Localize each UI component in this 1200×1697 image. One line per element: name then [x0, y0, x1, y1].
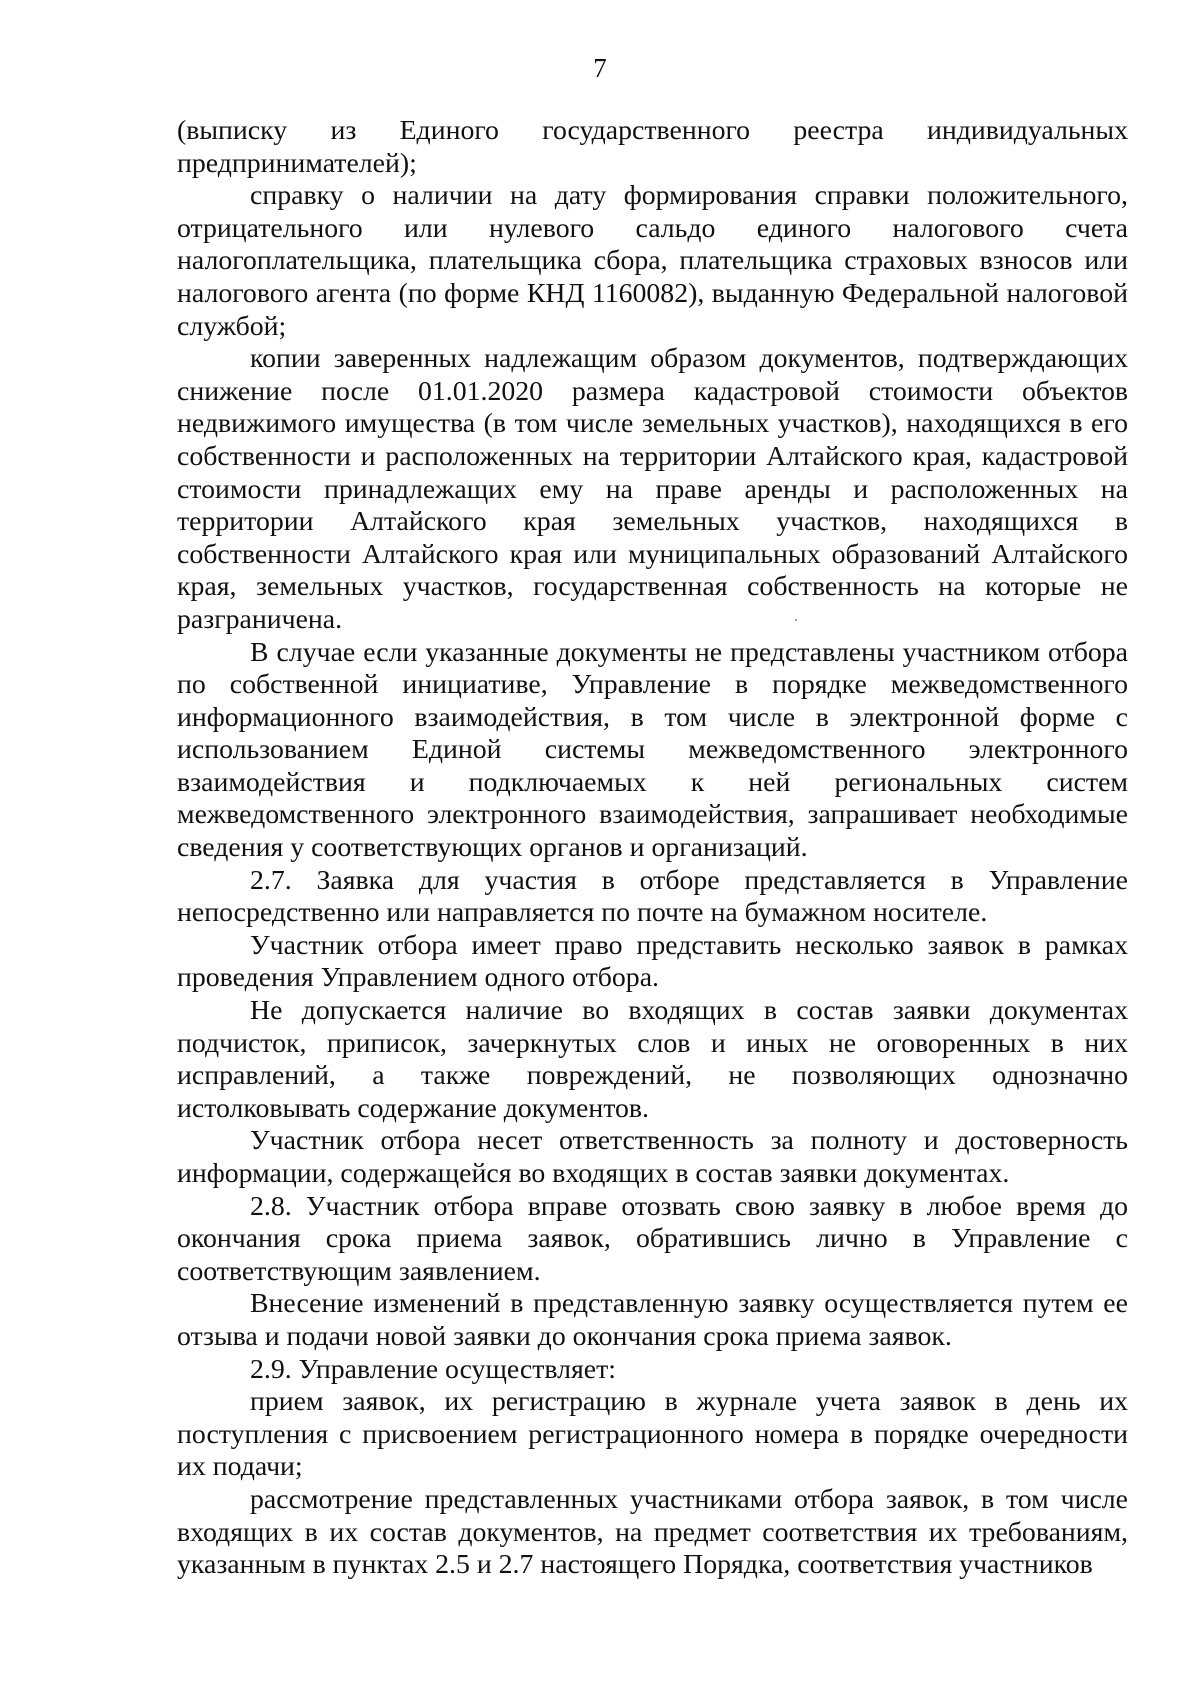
- paragraph: 2.9. Управление осуществляет:: [250, 1353, 617, 1385]
- paragraph: 2.7. Заявка для участия в отборе представляется в Управление непосредственно или направляется по почте на бумажном носителе.: [177, 864, 1128, 929]
- paragraph: справку о наличии на дату формирования справки положительного, отрицательного или нулевого сальдо единого налогового счета налогоплательщика, плательщика сбора, плательщика страховых взносов или налогового агента (по форме КНД 1160082), выданную Федеральной налоговой службой;: [177, 180, 1128, 342]
- paragraph: Не допускается наличие во входящих в состав заявки документах подчисток, приписок, зачеркнутых слов и иных не оговоренных в них исправлений, а также повреждений, не позволяющих однозначно истолковывать содержание документов.: [177, 995, 1128, 1124]
- paragraph: (выписку из Единого государственного реестра индивидуальных предпринимателей);: [177, 115, 1128, 179]
- paragraph: Участник отбора имеет право представить несколько заявок в рамках проведения Управлением одного отбора.: [177, 929, 1128, 994]
- paragraph: рассмотрение представленных участниками отбора заявок, в том числе входящих в их состав документов, на предмет соответствия их требованиям, указанным в пунктах 2.5 и 2.7 настоящего Порядка, соответствия участников: [177, 1483, 1128, 1581]
- paragraph: Внесение изменений в представленную заявку осуществляется путем ее отзыва и подачи новой заявки до окончания срока приема заявок.: [177, 1288, 1128, 1352]
- document-body: [177, 115, 1128, 1582]
- paragraph: копии заверенных надлежащим образом документов, подтверждающих снижение после 01.01.2020 размера кадастровой стоимости объектов недвижимого имущества (в том числе земельных участков), находящихся в его собственности и расположенных на территории Алтайского края, кадастровой стоимости принадлежащих ему на праве аренды и расположенных на территории Алтайского края земельных участков, находящихся в собственности Алтайского края или муниципальных образований Алтайского края, земельных участков, государственная собственность на которые не разграничена.: [177, 343, 1128, 635]
- scan-speck: [795, 619, 797, 621]
- paragraph: 2.8. Участник отбора вправе отозвать свою заявку в любое время до окончания срока приема заявок, обратившись лично в Управление с соответствующим заявлением.: [177, 1190, 1128, 1287]
- paragraph: Участник отбора несет ответственность за полноту и достоверность информации, содержащейся во входящих в состав заявки документах.: [177, 1125, 1128, 1189]
- paragraph: прием заявок, их регистрацию в журнале учета заявок в день их поступления с присвоением регистрационного номера в порядке очередности их подачи;: [177, 1386, 1128, 1483]
- paragraph: В случае если указанные документы не представлены участником отбора по собственной инициативе, Управление в порядке межведомственного информационного взаимодействия, в том числе в электронной форме с использованием Единой системы межведомственного электронного взаимодействия и подключаемых к ней региональных систем межведомственного электронного взаимодействия, запрашивает необходимые сведения у соответствующих органов и организаций.: [177, 636, 1128, 864]
- page-number: 7: [593, 53, 607, 83]
